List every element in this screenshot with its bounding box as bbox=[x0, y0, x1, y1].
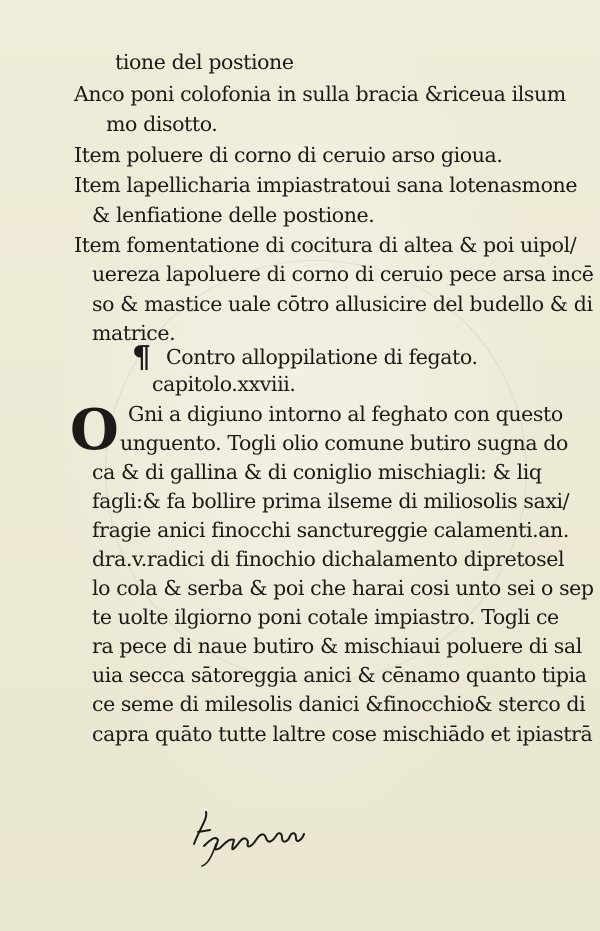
l5: & lenfiatione delle postione. bbox=[92, 203, 375, 227]
l2: mo disotto. bbox=[106, 112, 218, 136]
l0: tione del postione bbox=[115, 50, 294, 74]
l7: uereza lapoluere di corno di ceruio pece arsa incē bbox=[92, 262, 594, 286]
l9: matrice. bbox=[92, 321, 176, 345]
l3: Item poluere di corno di ceruio arso gioua. bbox=[74, 143, 503, 167]
l23: capra quāto tutte laltre cose mischiādo et ipiastrā bbox=[92, 722, 593, 746]
drop-cap: O bbox=[70, 397, 119, 463]
l19: te uolte ilgiorno poni cotale impiastro. Togli ce bbox=[92, 605, 559, 629]
l1: Anco poni colofonia in sulla bracia &riceua ilsum bbox=[74, 82, 566, 106]
chapter-heading: Contro alloppilatione di fegato. bbox=[166, 345, 478, 369]
l22: ce seme di milesolis danici &finocchio& sterco di bbox=[92, 692, 586, 716]
l14: ca & di gallina & di coniglio mischiagli: & liq bbox=[92, 460, 542, 484]
l16: fragie anici finocchi sanctureggie calamenti.an. bbox=[92, 518, 569, 542]
l21: uia secca sātoreggia anici & cēnamo quanto tipia bbox=[92, 663, 587, 687]
l18: lo cola & serba & poi che harai cosi unto sei o sep bbox=[92, 576, 594, 600]
l8: so & mastice uale cōtro allusicire del budello & di bbox=[92, 292, 593, 316]
l15: fagli:& fa bollire prima ilseme di miliosolis saxi/ bbox=[92, 489, 570, 513]
chapter-number: capitolo.xxviii. bbox=[152, 372, 296, 396]
l4: Item lapellicharia impiastratoui sana lotenasmone bbox=[74, 173, 578, 197]
pilcrow-mark: ¶ bbox=[132, 340, 152, 375]
handwritten-signature bbox=[186, 808, 316, 872]
l17: dra.v.radici di finochio dichalamento dipretosel bbox=[92, 547, 565, 571]
l20: ra pece di naue butiro & mischiaui poluere di sal bbox=[92, 634, 582, 658]
l6: Item fomentatione di cocitura di altea & poi uipol/ bbox=[74, 233, 577, 257]
l12: Gni a digiuno intorno al feghato con questo bbox=[128, 402, 563, 426]
l13: unguento. Togli olio comune butiro sugna do bbox=[120, 431, 568, 455]
